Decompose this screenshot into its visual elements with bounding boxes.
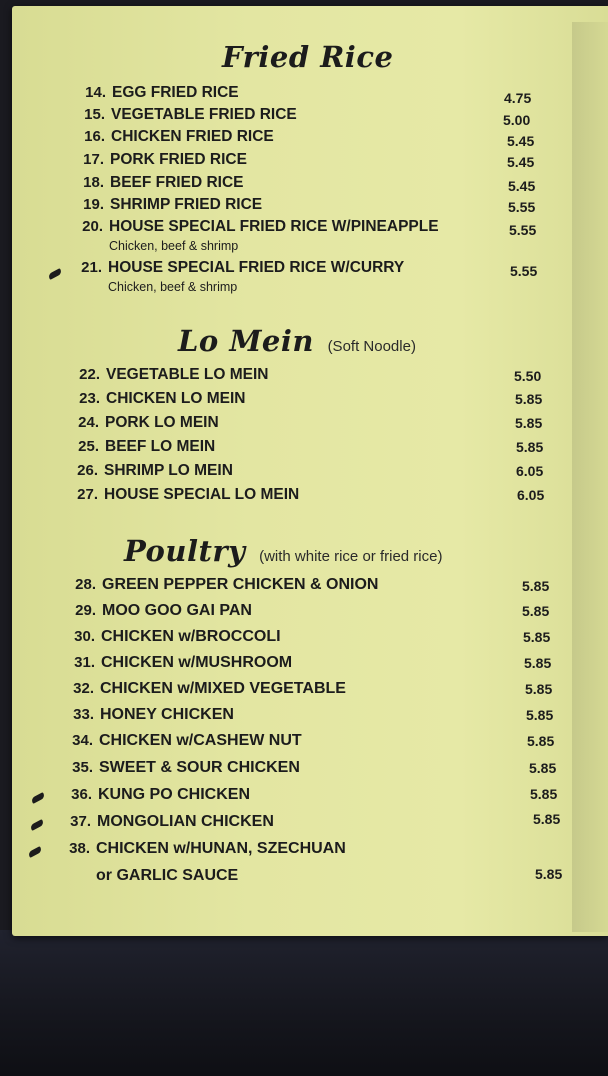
menu-item-38	[64, 840, 572, 890]
menu-item-23	[74, 390, 550, 412]
table-surface	[0, 930, 608, 1076]
section-subtitle: (with white rice or fried rice)	[259, 548, 443, 565]
item-name: CHICKEN w/MIXED VEGETABLE	[100, 680, 346, 697]
item-number: 33.	[73, 706, 94, 723]
item-number: 29.	[75, 602, 96, 619]
item-price: 5.85	[527, 733, 555, 749]
section-title: Fried Rice	[222, 40, 394, 74]
item-number: 37.	[70, 813, 91, 830]
item-price: 5.85	[533, 811, 561, 827]
item-number: 30.	[74, 628, 95, 645]
item-name: CHICKEN w/HUNAN, SZECHUAN	[96, 840, 346, 857]
item-name: MONGOLIAN CHICKEN	[97, 813, 274, 830]
item-number: 28.	[75, 576, 96, 593]
item-number: 27.	[77, 486, 98, 503]
item-name: HOUSE SPECIAL FRIED RICE W/CURRY	[108, 259, 405, 276]
section-title: Lo Mein	[178, 324, 314, 358]
item-price: 5.85	[522, 578, 550, 594]
poultry-heading	[124, 534, 442, 568]
item-number: 23.	[79, 390, 100, 407]
item-name: HOUSE SPECIAL LO MEIN	[104, 486, 300, 503]
item-name: CHICKEN w/BROCCOLI	[101, 628, 281, 645]
item-price: 5.45	[508, 178, 536, 194]
item-number: 25.	[78, 438, 99, 455]
page-fold-shadow	[572, 22, 608, 932]
item-name: MOO GOO GAI PAN	[102, 602, 252, 619]
item-price: 5.85	[529, 760, 557, 776]
menu-item-37	[65, 813, 565, 835]
item-number: 20.	[82, 218, 103, 235]
item-number: 22.	[79, 366, 100, 383]
item-name: CHICKEN FRIED RICE	[111, 128, 274, 145]
item-name: CHICKEN w/CASHEW NUT	[99, 732, 302, 749]
menu-item-33	[68, 706, 558, 728]
section-title: Poultry	[124, 534, 246, 568]
item-number: 19.	[83, 196, 104, 213]
item-number: 14.	[85, 84, 106, 101]
item-number: 15.	[84, 106, 105, 123]
item-name: SHRIMP FRIED RICE	[110, 196, 263, 213]
item-price: 5.85	[516, 439, 544, 455]
menu-item-27	[72, 486, 550, 508]
item-price: 5.85	[530, 786, 558, 802]
item-name: EGG FRIED RICE	[112, 84, 239, 101]
item-price: 5.85	[515, 415, 543, 431]
item-price: 5.85	[515, 391, 543, 407]
menu-item-26	[72, 462, 550, 484]
item-name: HONEY CHICKEN	[100, 706, 234, 723]
menu-item-16	[79, 128, 537, 150]
menu-item-15	[79, 106, 537, 128]
item-price: 5.85	[526, 707, 554, 723]
item-name: BEEF LO MEIN	[105, 438, 216, 455]
item-name: SWEET & SOUR CHICKEN	[99, 759, 300, 776]
item-number: 34.	[72, 732, 93, 749]
fried-rice-heading	[222, 40, 393, 74]
menu-item-34	[67, 732, 559, 754]
item-name: VEGETABLE FRIED RICE	[111, 106, 297, 123]
item-name: HOUSE SPECIAL FRIED RICE W/PINEAPPLE	[109, 218, 439, 235]
menu-item-20	[77, 218, 541, 258]
menu-item-14	[80, 84, 538, 106]
menu-item-18	[78, 174, 536, 196]
item-price: 6.05	[516, 463, 544, 479]
menu-item-35	[67, 759, 559, 781]
item-number: 17.	[83, 151, 104, 168]
item-number: 31.	[74, 654, 95, 671]
item-price: 5.45	[507, 154, 535, 170]
item-name-line2: or GARLIC SAUCE	[96, 867, 239, 884]
item-price: 5.45	[507, 133, 535, 149]
menu-item-24	[73, 414, 549, 436]
item-name: CHICKEN w/MUSHROOM	[101, 654, 293, 671]
item-price: 5.85	[523, 629, 551, 645]
item-name: SHRIMP LO MEIN	[104, 462, 233, 479]
item-name: PORK LO MEIN	[105, 414, 219, 431]
item-description: Chicken, beef & shrimp	[108, 280, 238, 294]
menu-item-29	[70, 602, 556, 624]
item-price: 4.75	[504, 90, 532, 106]
item-description: Chicken, beef & shrimp	[109, 239, 239, 253]
menu-item-19	[78, 196, 536, 218]
menu-item-30	[69, 628, 557, 650]
item-price: 5.00	[503, 112, 531, 128]
menu-item-22	[74, 366, 550, 388]
item-number: 32.	[73, 680, 94, 697]
item-number: 35.	[72, 759, 93, 776]
item-number: 38.	[69, 840, 90, 857]
section-subtitle: (Soft Noodle)	[327, 338, 416, 355]
menu-item-36	[66, 786, 562, 808]
item-name: VEGETABLE LO MEIN	[106, 366, 269, 383]
item-name: PORK FRIED RICE	[110, 151, 247, 168]
menu-item-31	[69, 654, 557, 676]
item-price: 5.85	[524, 655, 552, 671]
item-name: KUNG PO CHICKEN	[98, 786, 251, 803]
item-price: 5.50	[514, 368, 542, 384]
menu-item-28	[70, 576, 556, 598]
item-price: 5.85	[522, 603, 550, 619]
item-number: 16.	[84, 128, 105, 145]
item-price: 5.85	[535, 866, 563, 882]
item-price: 5.55	[510, 263, 538, 279]
menu-item-17	[78, 151, 536, 173]
item-number: 21.	[81, 259, 102, 276]
item-name: BEEF FRIED RICE	[110, 174, 244, 191]
menu-item-32	[68, 680, 558, 702]
item-price: 6.05	[517, 487, 545, 503]
item-number: 36.	[71, 786, 92, 803]
menu-item-25	[73, 438, 549, 460]
item-number: 26.	[77, 462, 98, 479]
lo-mein-heading	[178, 324, 416, 358]
item-price: 5.85	[525, 681, 553, 697]
item-number: 24.	[78, 414, 99, 431]
menu-item-21	[76, 259, 544, 299]
item-price: 5.55	[508, 199, 536, 215]
item-name: GREEN PEPPER CHICKEN & ONION	[102, 576, 379, 593]
item-price: 5.55	[509, 222, 537, 238]
item-name: CHICKEN LO MEIN	[106, 390, 246, 407]
item-number: 18.	[83, 174, 104, 191]
